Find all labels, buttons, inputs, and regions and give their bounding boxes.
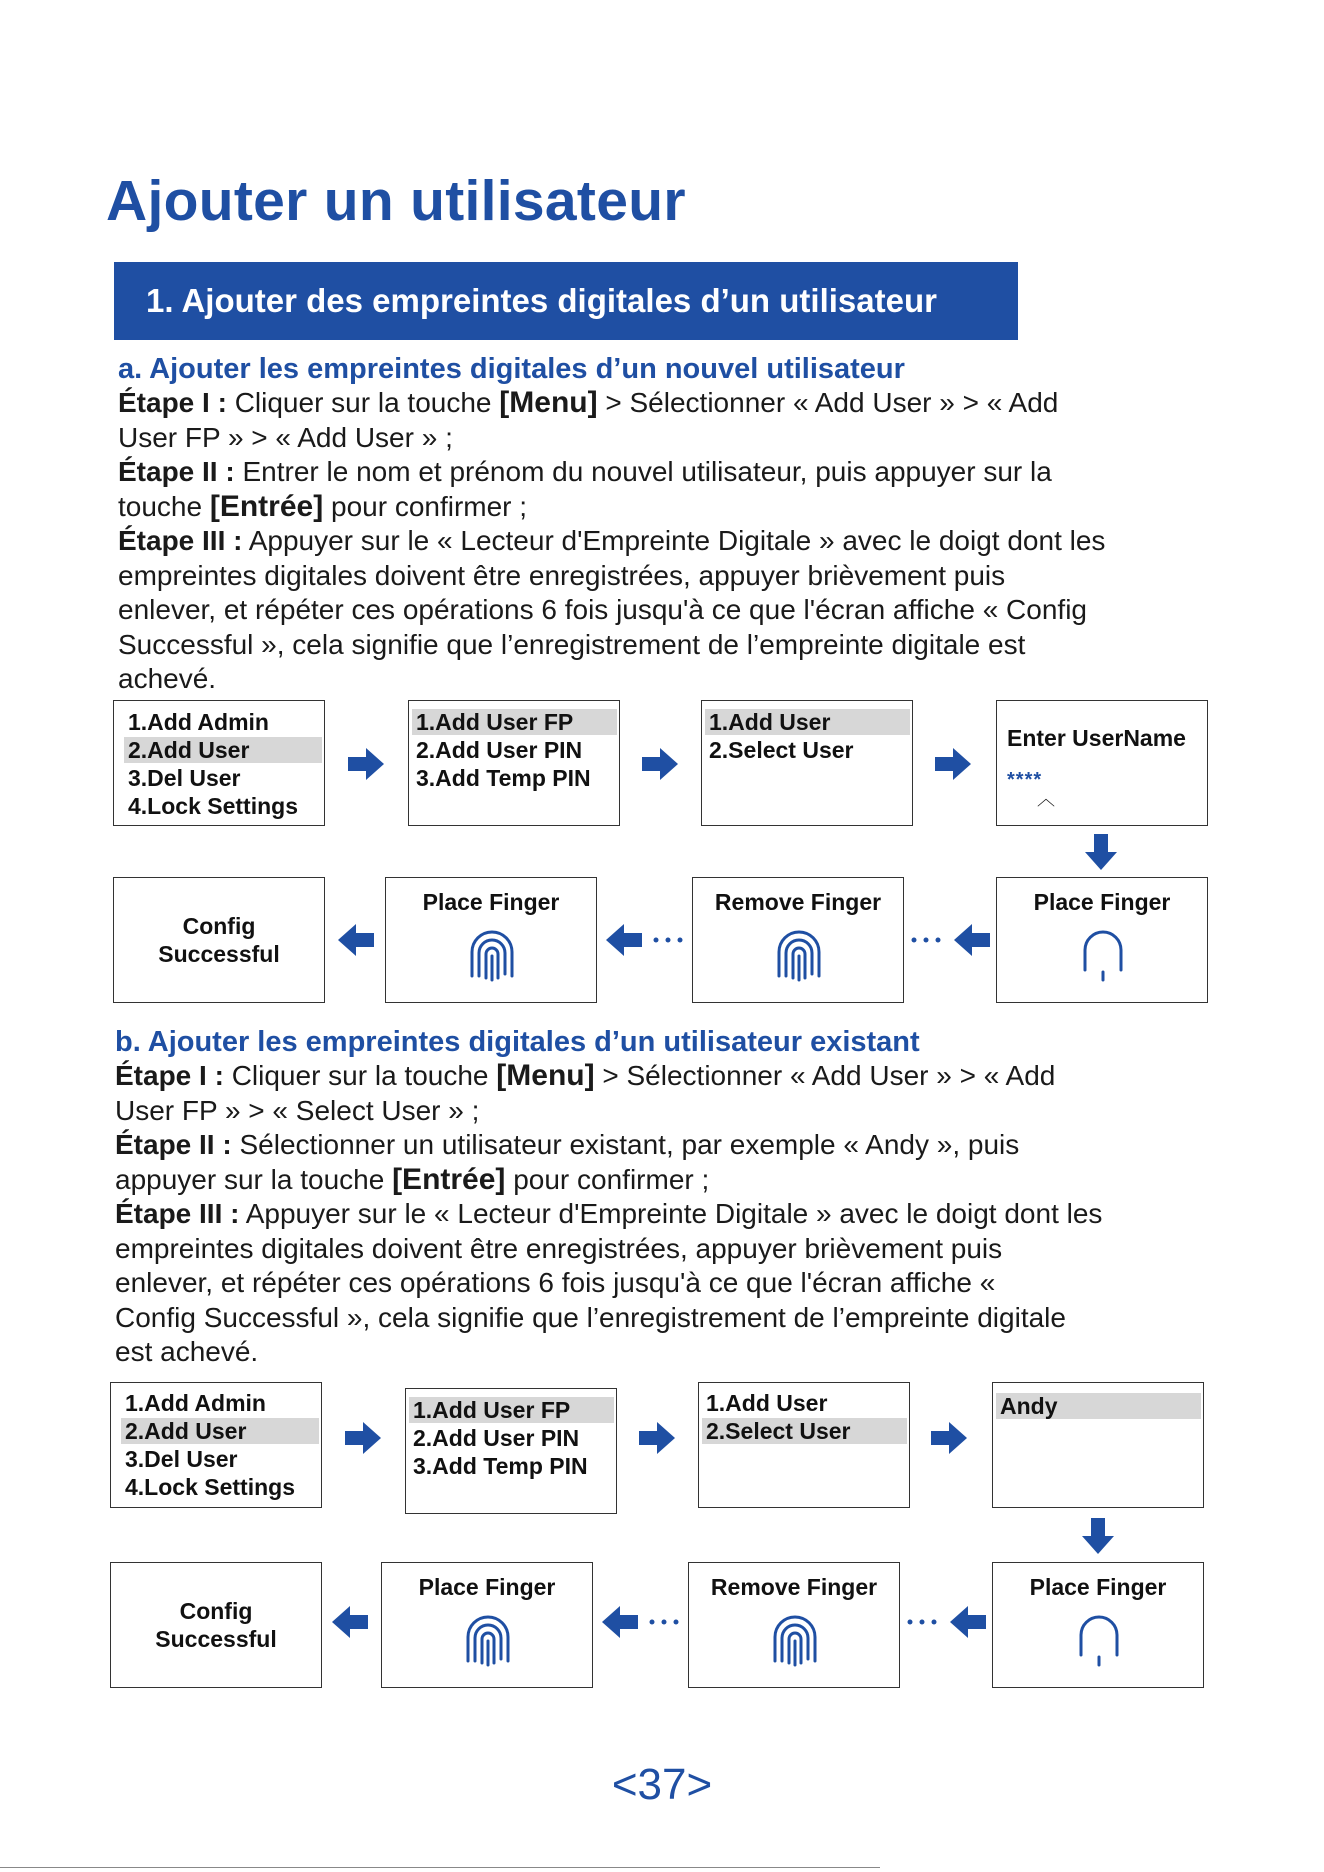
lcd-remove-finger: Remove Finger [692,877,904,1003]
lcd-user-choice: 1.Add User 2.Select User [698,1382,910,1508]
fingerprint-icon [769,1611,821,1667]
arrow-down-icon [1080,1516,1116,1556]
section-b-steps: Étape I : Cliquer sur la touche [Menu] > Sélectionner « Add User » > « Add User FP » > « Select User » ; Étape II : Sélectionner un utilisateur existant, par exemple « Andy », puis appuyer sur la touche [Entrée] pour confirmer ; Étape III : Appuyer sur le « Lecteur d'Empreinte Digitale » avec le doigt dont les empreintes digitales doivent être enregistrées, appuyer brièvement puis enlever, et répéter ces opérations 6 fois jusqu'à ce que l'écran affiche « Config Successful », cela signifie que l’enregistrement de l’empreinte digitale est achevé. [115,1059,1103,1367]
fingerprint-icon [466,926,518,982]
lcd-main-menu: 1.Add Admin 2.Add User 3.Del User 4.Lock Settings [113,700,325,826]
dotted-arrow-left-icon [908,922,992,958]
lcd-user-choice: 1.Add User 2.Select User [701,700,913,826]
section-a-steps: Étape I : Cliquer sur la touche [Menu] > Sélectionner « Add User » > « Add User FP » > « Add User » ; Étape II : Entrer le nom et prénom du nouvel utilisateur, puis appuyer sur la touche [Entrée] pour confirmer ; Étape III : Appuyer sur le « Lecteur d'Empreinte Digitale » avec le doigt dont les empreintes digitales doivent être enregistrées, appuyer brièvement puis enlever, et répéter ces opérations 6 fois jusqu'à ce que l'écran affiche « Config Successful », cela signifie que l’enregistrement de l’empreinte digitale est achevé. [118,386,1106,694]
page-title: Ajouter un utilisateur [106,169,686,233]
page-number: <37> [611,1760,713,1809]
section-a-heading: a. Ajouter les empreintes digitales d’un nouvel utilisateur [118,353,905,385]
lcd-config-successful: Config Successful [113,877,325,1003]
lcd-enter-username: Enter UserName **** ︿ [996,700,1208,826]
lcd-add-user-menu: 1.Add User FP 2.Add User PIN 3.Add Temp PIN [408,700,620,826]
lcd-remove-finger: Remove Finger [688,1562,900,1688]
footer-divider [0,1867,880,1868]
arrow-right-icon [343,1420,383,1456]
lcd-place-finger-final: Place Finger [385,877,597,1003]
password-mask: **** [1007,769,1043,791]
lcd-add-user-menu: 1.Add User FP 2.Add User PIN 3.Add Temp PIN [405,1388,617,1514]
arrow-right-icon [637,1420,677,1456]
dotted-arrow-left-icon [904,1604,988,1640]
arrow-down-icon [1083,832,1119,872]
lcd-place-finger-final: Place Finger [381,1562,593,1688]
fingerprint-partial-icon [1075,1609,1123,1669]
fingerprint-icon [773,926,825,982]
arrow-right-icon [933,746,973,782]
lcd-existing-user: Andy [992,1382,1204,1508]
arrow-left-icon [330,1604,370,1640]
lcd-config-successful: Config Successful [110,1562,322,1688]
lcd-main-menu: 1.Add Admin 2.Add User 3.Del User 4.Lock Settings [110,1382,322,1508]
dotted-arrow-left-icon [604,922,688,958]
cursor-mark: ︿ [1037,789,1055,809]
fingerprint-icon [462,1611,514,1667]
lcd-place-finger-first: Place Finger [996,877,1208,1003]
arrow-left-icon [336,922,376,958]
arrow-right-icon [640,746,680,782]
section-banner: 1. Ajouter des empreintes digitales d’un utilisateur [114,262,1018,340]
dotted-arrow-left-icon [600,1604,684,1640]
section-b-heading: b. Ajouter les empreintes digitales d’un utilisateur existant [115,1026,920,1058]
fingerprint-partial-icon [1079,924,1127,984]
arrow-right-icon [346,746,386,782]
lcd-place-finger-first: Place Finger [992,1562,1204,1688]
arrow-right-icon [929,1420,969,1456]
